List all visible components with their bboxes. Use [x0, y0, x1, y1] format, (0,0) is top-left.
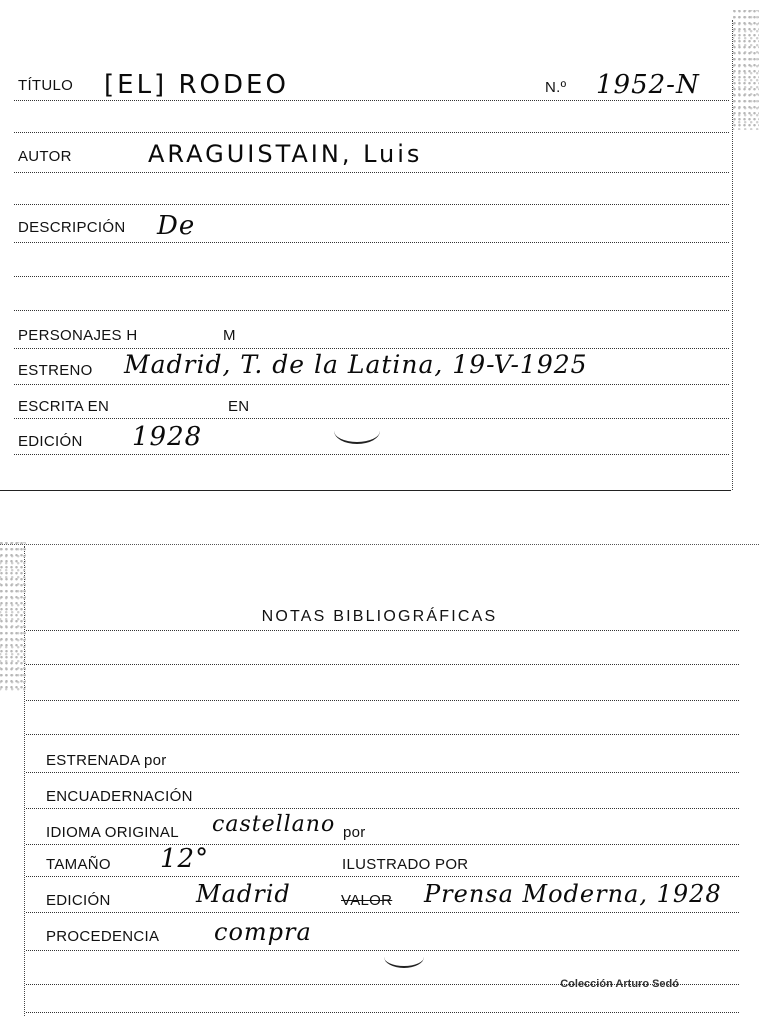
rule-line [26, 772, 739, 773]
edicion-back-label: EDICIÓN [46, 892, 111, 909]
descripcion-value: De [157, 211, 196, 241]
procedencia-label: PROCEDENCIA [46, 928, 160, 945]
titulo-label: TÍTULO [18, 77, 74, 94]
rule-line [14, 100, 729, 101]
valor-label: VALOR [341, 892, 393, 909]
autor-value: ARAGUISTAIN, Luis [148, 140, 423, 168]
idioma-label: IDIOMA ORIGINAL [46, 824, 179, 841]
tamano-value: 12° [160, 844, 210, 874]
procedencia-value: compra [214, 918, 312, 946]
rule-line [26, 734, 739, 735]
rule-line [14, 310, 729, 311]
catalog-card-front [0, 0, 759, 500]
estreno-value: Madrid, T. de la Latina, 19-V-1925 [124, 350, 588, 379]
estreno-label: ESTRENO [18, 362, 93, 379]
rule-line [14, 276, 729, 277]
rule-line [26, 950, 739, 951]
rule-line [26, 1012, 739, 1013]
tamano-label: TAMAÑO [46, 856, 111, 873]
rule-line [14, 132, 729, 133]
rule-line [14, 172, 729, 173]
personajes-label: PERSONAJES H [18, 327, 138, 344]
edge-speckle [733, 10, 759, 130]
card-bottom-edge [0, 490, 731, 491]
rule-line [26, 630, 739, 631]
rule-line [26, 664, 739, 665]
edicion-value: 1928 [132, 422, 203, 452]
numero-value: 1952-N [596, 70, 700, 100]
edicion-back-value: Madrid [196, 880, 291, 908]
personajes-m-label: M [223, 327, 236, 344]
smudge-mark [334, 418, 380, 444]
back-title: NOTAS BIBLIOGRÁFICAS [261, 608, 498, 625]
catalog-card-back [0, 538, 759, 1028]
edicion-label: EDICIÓN [18, 433, 83, 450]
estrenada-label: ESTRENADA por [46, 752, 167, 769]
descripcion-label: DESCRIPCIÓN [18, 219, 126, 236]
idioma-por-label: por [343, 824, 366, 841]
edicion-publisher: Prensa Moderna, 1928 [424, 880, 722, 908]
numero-label: N.º [545, 79, 567, 96]
rule-line [26, 912, 739, 913]
escrita-label: ESCRITA EN [18, 398, 110, 415]
rule-line [26, 808, 739, 809]
titulo-value: [EL] RODEO [104, 70, 289, 100]
idioma-value: castellano [212, 812, 336, 837]
rule-line [14, 348, 729, 349]
rule-line [14, 384, 729, 385]
autor-label: AUTOR [18, 148, 72, 165]
collection-stamp: Colección Arturo Sedó [560, 978, 679, 990]
rule-line [14, 204, 729, 205]
rule-line [26, 876, 739, 877]
rule-line [14, 454, 729, 455]
card-top-edge [0, 544, 759, 545]
encuadernacion-label: ENCUADERNACIÓN [46, 788, 193, 805]
rule-line [14, 242, 729, 243]
escrita-en-label: EN [228, 398, 250, 415]
rule-line [26, 700, 739, 701]
rule-line [26, 844, 739, 845]
ilustrado-label: ILUSTRADO POR [342, 856, 469, 873]
